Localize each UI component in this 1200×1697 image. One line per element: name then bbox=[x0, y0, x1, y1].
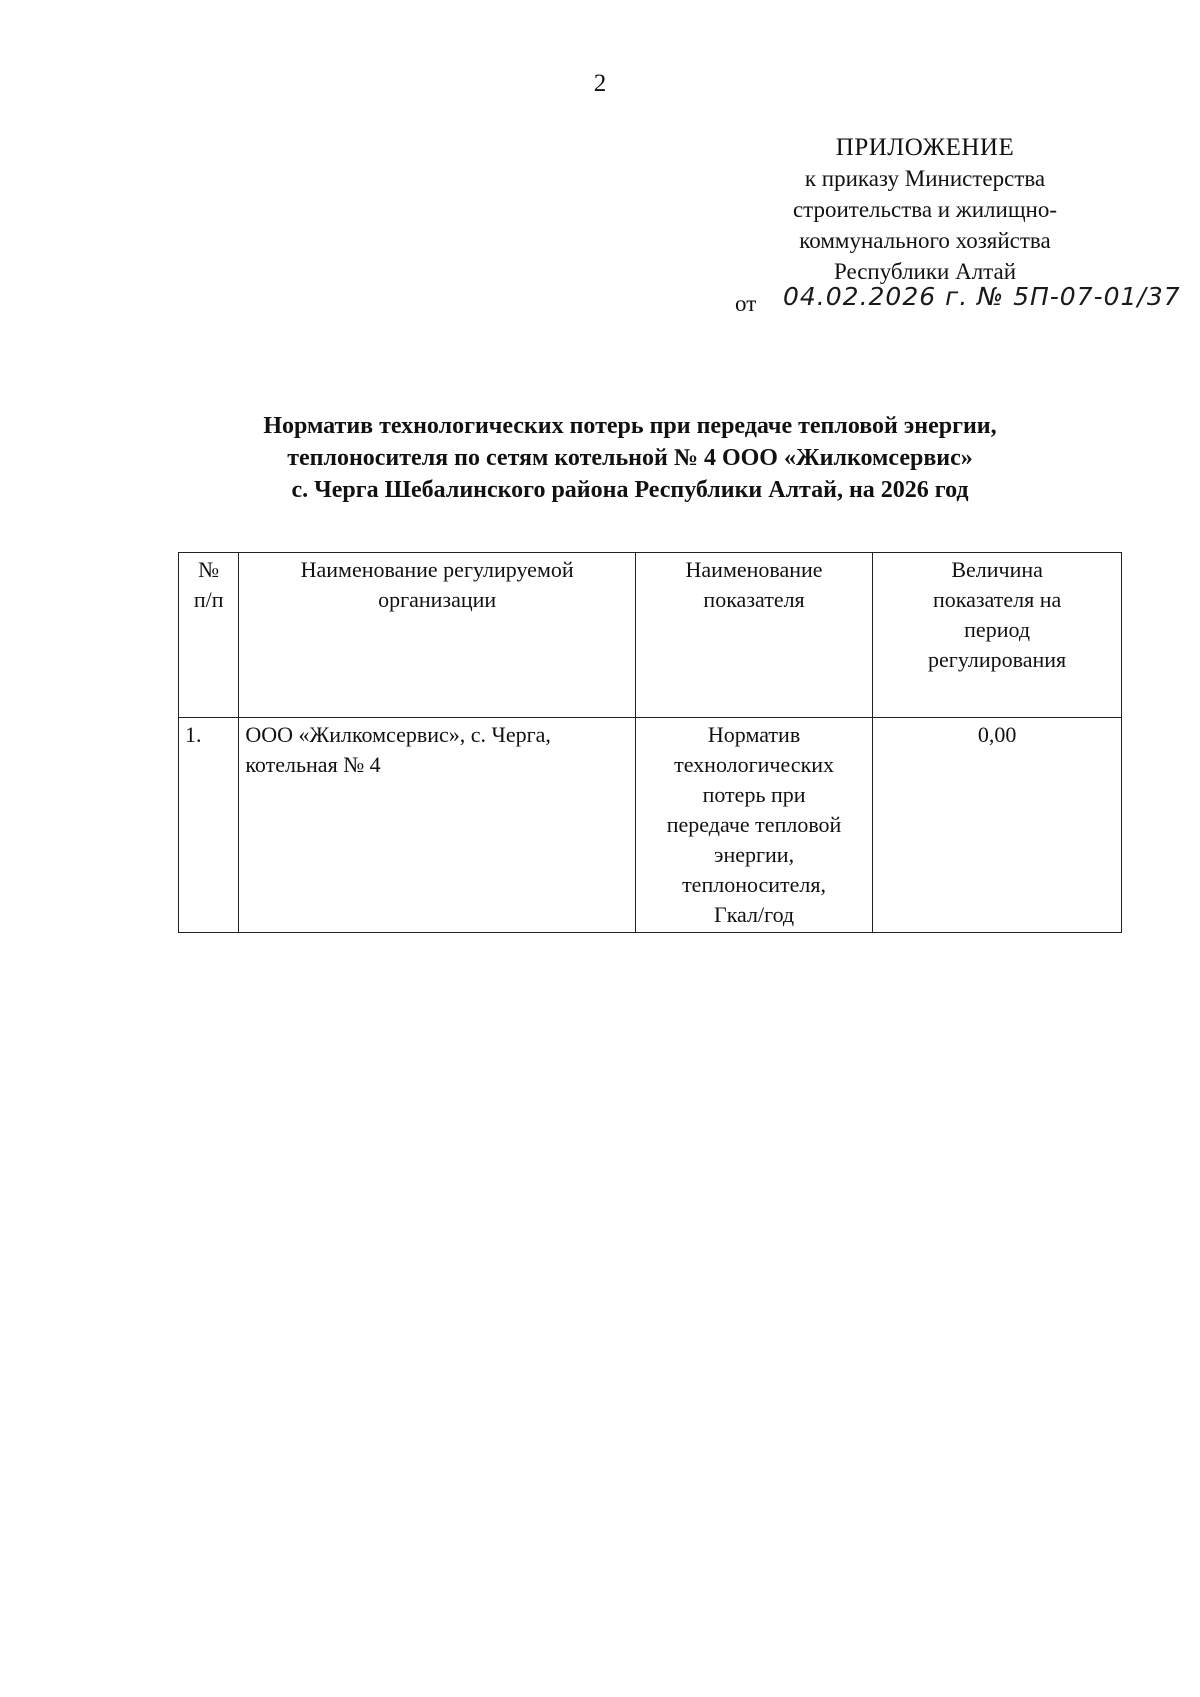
title-line: Норматив технологических потерь при передаче тепловой энергии, bbox=[263, 413, 997, 439]
appendix-heading: ПРИЛОЖЕНИЕ bbox=[835, 134, 1015, 161]
title-line: теплоносителя по сетям котельной № 4 ООО «Жилкомсервис» bbox=[287, 445, 973, 471]
appendix-line: строительства и жилищно- bbox=[792, 197, 1058, 222]
cell-indicator: Норматив технологических потерь при передаче тепловой энергии, теплоносителя, Гкал/год bbox=[635, 718, 872, 933]
appendix-line: коммунального хозяйства bbox=[799, 228, 1051, 253]
header-value: Величина показателя на период регулирования bbox=[873, 553, 1122, 718]
handwritten-date-number: 04.02.2026 г. № 5П-07-01/37 bbox=[783, 282, 1181, 311]
table-header-row bbox=[179, 553, 1122, 718]
appendix-line: к приказу Министерства bbox=[804, 166, 1046, 191]
cell-organization: ООО «Жилкомсервис», с. Черга, котельная № 4 bbox=[239, 718, 636, 933]
document-title bbox=[180, 410, 1080, 506]
appendix-block bbox=[760, 132, 1090, 287]
page-number: 2 bbox=[593, 70, 607, 97]
header-organization: Наименование регулируемой организации bbox=[239, 553, 636, 718]
date-prefix: от bbox=[735, 291, 757, 316]
cell-number: 1. bbox=[179, 718, 239, 933]
title-line: с. Черга Шебалинского района Республики Алтай, на 2026 год bbox=[291, 477, 969, 503]
norm-table bbox=[178, 552, 1122, 933]
header-indicator: Наименование показателя bbox=[635, 553, 872, 718]
order-date-line bbox=[735, 282, 1181, 322]
cell-value: 0,00 bbox=[873, 718, 1122, 933]
appendix-line: Республики Алтай bbox=[833, 259, 1017, 284]
header-number: № п/п bbox=[179, 553, 239, 718]
table-row bbox=[179, 718, 1122, 933]
